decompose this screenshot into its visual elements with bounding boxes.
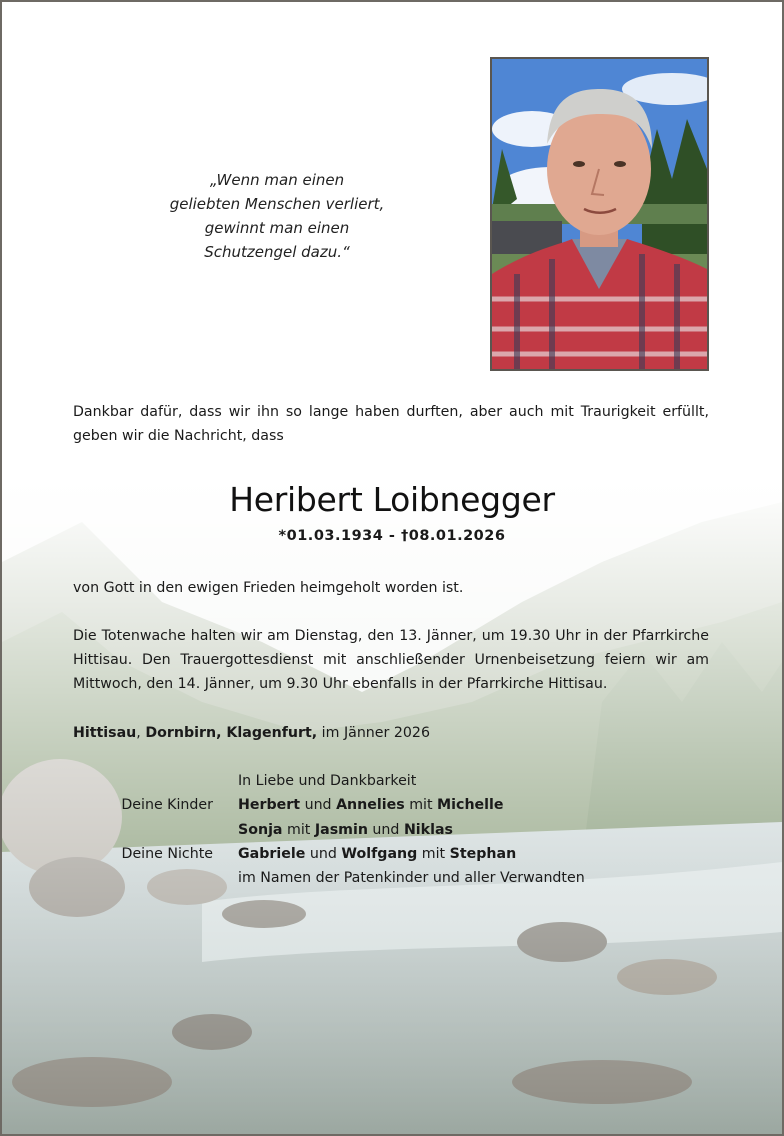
life-dates: *01.03.1934 - †08.01.2026 xyxy=(278,528,506,544)
children-row: Deine Kinder Herbert und Annelies mit Michelle xyxy=(73,793,709,817)
place-others: Dornbirn, Klagenfurt, xyxy=(145,725,318,741)
children-label: Deine Kinder xyxy=(121,797,213,814)
quote-line: Schutzengel dazu.“ xyxy=(204,243,350,261)
children-row-2: Sonja mit Jasmin und Niklas xyxy=(238,821,453,838)
closing-row xyxy=(73,866,709,890)
funeral-details: Die Totenwache halten wir am Dienstag, den 13. Jänner, um 19.30 Uhr in der Pfarrkirche Hittisau. Den Trauergottesdienst mit anschließender Urnenbeisetzung feiern wir am Mittwoch, den 14. Jänner, um 9.30 Uhr ebenfalls in der Pfarrkirche Hittisau. xyxy=(73,628,709,692)
places-and-date: Hittisau, Dornbirn, Klagenfurt, im Jänner 2026 xyxy=(73,725,430,741)
signing-date: im Jänner 2026 xyxy=(317,725,430,741)
signature-closing: im Namen der Patenkinder und aller Verwandten xyxy=(238,870,585,887)
niece-row: Deine Nichte Gabriele und Wolfgang mit Stephan xyxy=(73,842,709,866)
place-hittisau: Hittisau xyxy=(73,725,137,741)
portrait-image xyxy=(492,59,707,369)
niece-label: Deine Nichte xyxy=(121,845,213,862)
signature-opening-row xyxy=(73,769,709,793)
mourners-list xyxy=(73,769,709,890)
quote-line: „Wenn man einen xyxy=(209,171,345,189)
quote-line: gewinnt man einen xyxy=(204,219,350,237)
portrait-photo xyxy=(490,57,709,371)
deceased-name: Heribert Loibnegger xyxy=(229,480,555,519)
peace-line: von Gott in den ewigen Frieden heimgeholt worden ist. xyxy=(73,580,464,596)
quote-line: geliebten Menschen verliert, xyxy=(169,195,385,213)
intro-text: Dankbar dafür, dass wir ihn so lange haben durften, aber auch mit Traurigkeit erfüllt, geben wir die Nachricht, dass xyxy=(73,404,709,444)
memorial-quote xyxy=(122,168,432,264)
signature-opening: In Liebe und Dankbarkeit xyxy=(238,773,417,789)
